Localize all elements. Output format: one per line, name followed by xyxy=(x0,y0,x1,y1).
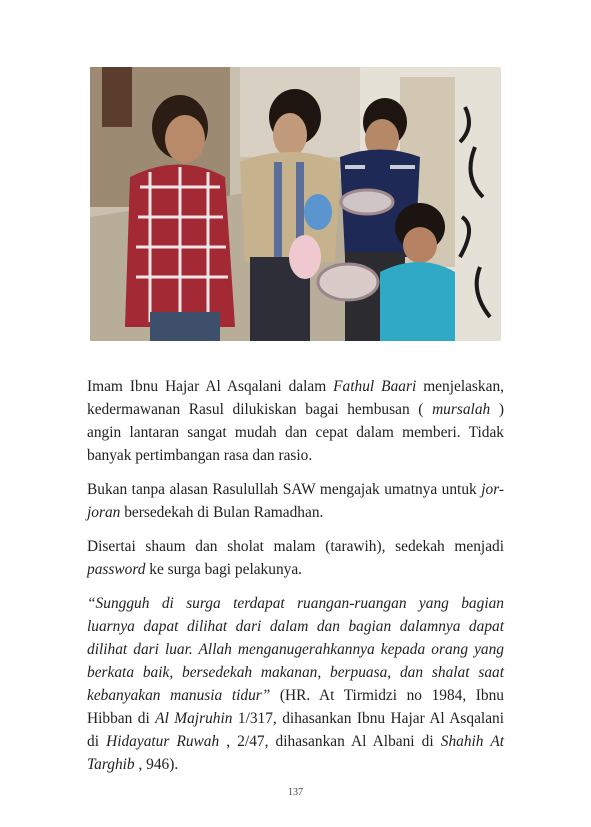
text-run: Bukan tanpa alasan Rasulullah SAW mengajak umatnya untuk xyxy=(87,481,482,498)
text-run: (HR. At Tirmidzi no 1984, Ibnu Hibban di xyxy=(87,687,504,727)
paragraph-1 xyxy=(87,375,504,467)
italic-term: Al Majruhin xyxy=(155,710,233,727)
text-run: 1/317, dihasankan Ibnu Hajar Al Asqalani di xyxy=(87,710,505,750)
text-run: , 2/47, dihasankan Al Albani di xyxy=(219,733,441,750)
italic-term: Shahih At Targhib xyxy=(87,733,505,773)
body-text xyxy=(87,375,504,787)
italic-term: mursalah xyxy=(432,401,491,418)
italic-term: jor-joran xyxy=(87,481,504,521)
paragraph-4 xyxy=(87,592,504,776)
text-run: ke surga bagi pelakunya. xyxy=(145,561,303,578)
text-run: , 946). xyxy=(134,756,179,773)
italic-term: Hidayatur Ruwah xyxy=(106,733,220,750)
italic-term: password xyxy=(87,561,146,578)
photo-illustration xyxy=(90,67,501,341)
text-run: ) angin lantaran sangat mudah dan cepat dalam memberi. Tidak banyak pertimbangan rasa dan rasio. xyxy=(87,401,504,464)
paragraph-2 xyxy=(87,478,504,524)
photo-image xyxy=(90,67,501,341)
text-run: bersedekah di Bulan Ramadhan. xyxy=(120,504,324,521)
text-run: Imam Ibnu Hajar Al Asqalani dalam xyxy=(87,378,334,395)
hadith-quote: “Sungguh di surga terdapat ruangan-ruangan yang bagian luarnya dapat dilihat dari dalam dan bagian dalamnya dapat dilihat dari luar. Allah menganugerahkannya kepada orang yang berkata baik, bersedekah makanan, berpuasa, dan shalat saat kebanyakan manusia tidur” xyxy=(87,595,504,704)
text-run: Disertai shaum dan sholat malam (tarawih), sedekah menjadi xyxy=(87,538,504,555)
paragraph-3 xyxy=(87,535,504,581)
text-run: menjelaskan, kedermawanan Rasul dilukiskan bagai hembusan ( xyxy=(87,378,504,418)
italic-term: Fathul Baari xyxy=(333,378,417,395)
page-number: 137 xyxy=(288,787,303,798)
